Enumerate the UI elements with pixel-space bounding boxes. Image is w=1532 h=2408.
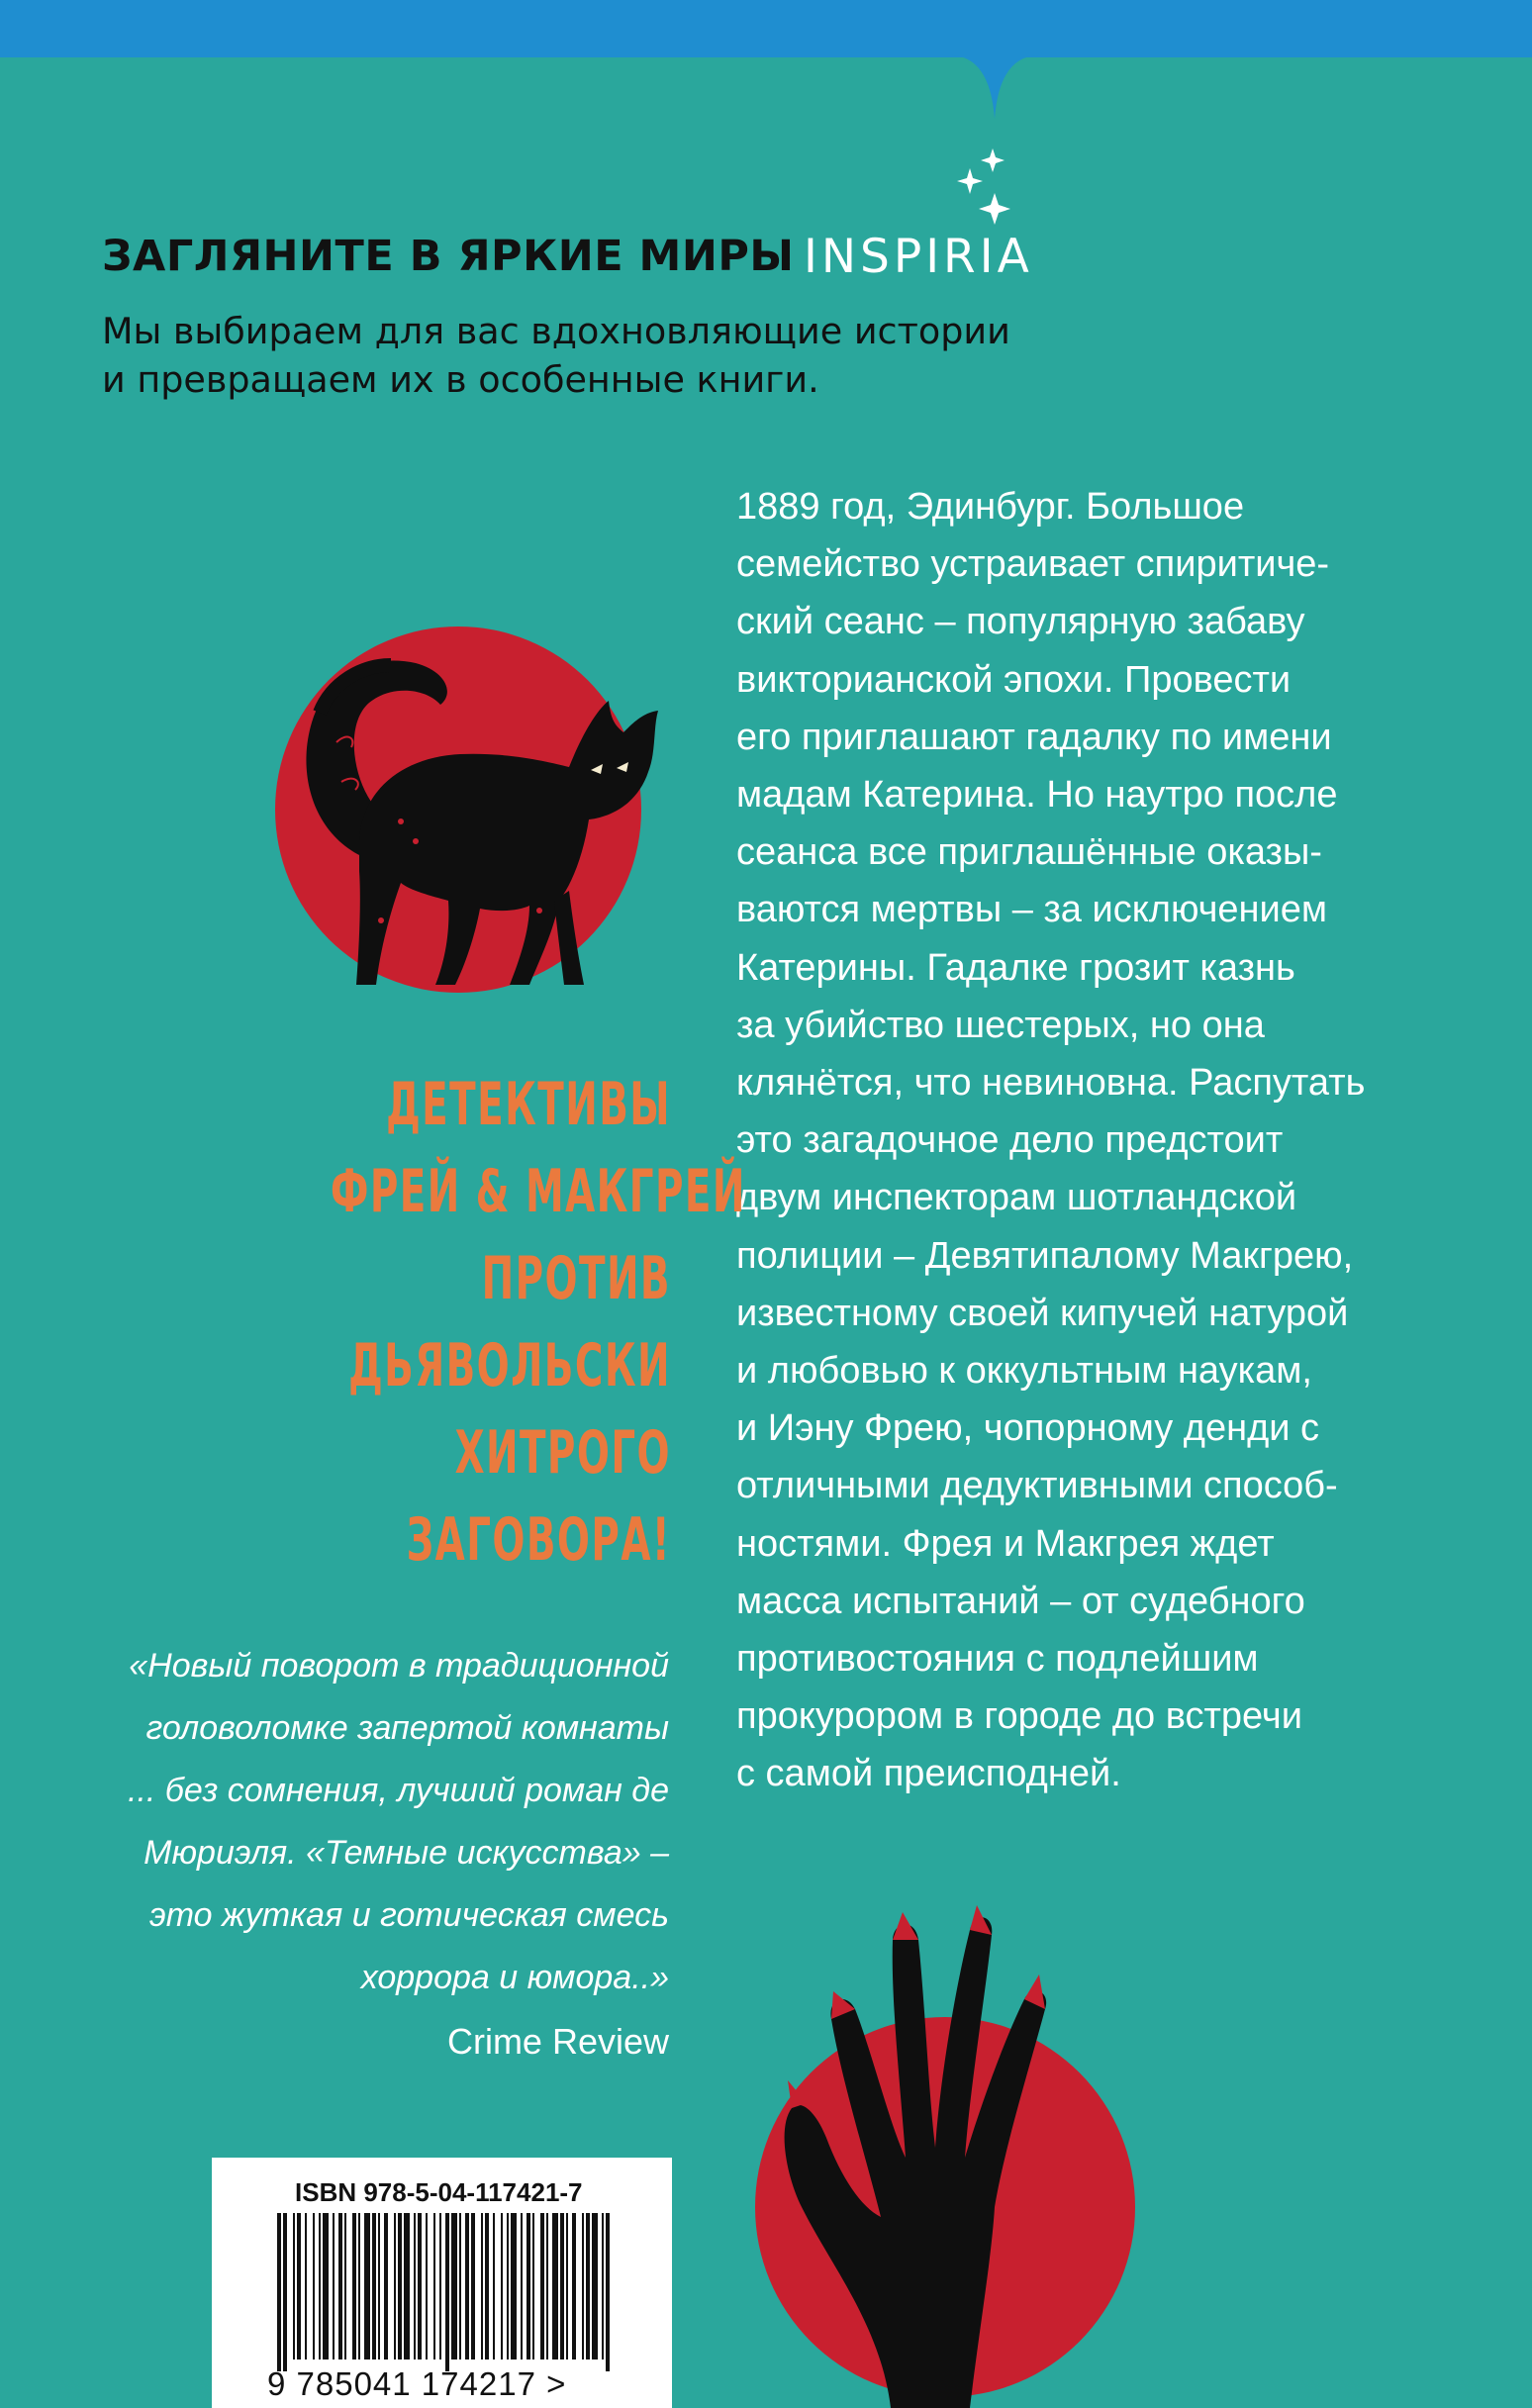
barcode-bar xyxy=(439,2213,441,2360)
barcode-bar xyxy=(352,2213,356,2360)
synopsis-line: и Иэну Фрею, чопорному денди с xyxy=(736,1407,1320,1450)
barcode-bar xyxy=(572,2213,576,2360)
tagline-line: и превращаем их в особенные книги. xyxy=(102,358,819,401)
synopsis-line: полиции – Девятипалому Макгрею, xyxy=(736,1234,1354,1277)
barcode-bar xyxy=(501,2213,503,2360)
isbn-text: ISBN 978-5-04-117421-7 xyxy=(295,2177,583,2207)
barcode-bar xyxy=(319,2213,321,2360)
barcode-bar xyxy=(532,2213,534,2360)
synopsis-line: ностями. Фрея и Макгрея ждет xyxy=(736,1522,1275,1565)
barcode-bar xyxy=(378,2213,380,2360)
quote-line: это жуткая и готическая смесь xyxy=(149,1896,669,1934)
slogan-line: ДЬЯВОЛЬСКИ xyxy=(348,1331,671,1400)
quote-line: головоломке запертой комнаты xyxy=(145,1709,669,1747)
synopsis-line: мадам Катерина. Но наутро после xyxy=(736,774,1338,817)
barcode-bar xyxy=(394,2213,396,2360)
quote-line: ... без сомнения, лучший роман де xyxy=(128,1772,669,1809)
barcode-bar xyxy=(540,2213,544,2360)
barcode-bar xyxy=(586,2213,590,2360)
brand-logo: INSPIRIA xyxy=(804,230,1033,284)
barcode-bar xyxy=(293,2213,295,2360)
barcode-bar xyxy=(433,2213,435,2360)
barcode-bar xyxy=(493,2213,495,2360)
barcode-bar xyxy=(333,2213,335,2360)
barcode-bar xyxy=(426,2213,428,2360)
barcode-bar xyxy=(485,2213,489,2360)
synopsis-line: известному своей кипучей натурой xyxy=(736,1292,1349,1334)
barcode-bar xyxy=(372,2213,376,2360)
barcode-bar xyxy=(582,2213,584,2360)
barcode-bar xyxy=(459,2213,461,2360)
barcode-bar xyxy=(364,2213,370,2360)
slogan-line: ПРОТИВ xyxy=(481,1244,671,1313)
barcode-digits: 9 785041 174217 > xyxy=(267,2365,567,2402)
barcode-bar xyxy=(404,2213,410,2360)
barcode-bar xyxy=(323,2213,329,2360)
barcode-bar xyxy=(481,2213,483,2360)
barcode-bar xyxy=(384,2213,388,2360)
barcode-bar xyxy=(602,2213,604,2360)
barcode-bar xyxy=(344,2213,346,2360)
synopsis-line: за убийство шестерых, но она xyxy=(736,1004,1265,1046)
synopsis-line: двум инспекторам шотландской xyxy=(736,1177,1297,1219)
tagline xyxy=(102,307,1191,404)
barcode-bar xyxy=(313,2213,315,2360)
barcode xyxy=(277,2213,614,2371)
barcode-bar xyxy=(521,2213,523,2360)
quote-source: Crime Review xyxy=(446,2021,669,2062)
barcode-bar xyxy=(606,2213,610,2371)
quote-line: Мюриэля. «Темные искусства» – xyxy=(144,1834,669,1872)
barcode-bar xyxy=(451,2213,457,2360)
synopsis-line: противостояния с подлейшим xyxy=(736,1638,1259,1681)
barcode-bar xyxy=(511,2213,517,2360)
slogan-line: ФРЕЙ & МАКГРЕЙ xyxy=(330,1157,746,1226)
synopsis-line: сеанса все приглашённые оказы- xyxy=(736,831,1322,874)
barcode-bar xyxy=(552,2213,558,2360)
barcode-bar xyxy=(418,2213,422,2360)
synopsis-line: ский сеанс – популярную забаву xyxy=(736,601,1305,643)
synopsis-line: викторианской эпохи. Провести xyxy=(736,658,1292,701)
barcode-bar xyxy=(358,2213,360,2360)
barcode-bar xyxy=(566,2213,568,2360)
black-cat-illustration xyxy=(242,594,688,1010)
barcode-bar xyxy=(283,2213,287,2371)
barcode-bar xyxy=(297,2213,301,2360)
synopsis-line: 1889 год, Эдинбург. Большое xyxy=(736,486,1245,528)
slogan-line: ДЕТЕКТИВЫ xyxy=(386,1070,671,1139)
synopsis-line: это загадочное дело предстоит xyxy=(736,1119,1284,1162)
synopsis xyxy=(736,478,1370,1803)
synopsis-line: отличными дедуктивными способ- xyxy=(736,1465,1338,1507)
barcode-bar xyxy=(398,2213,402,2360)
synopsis-line: ваются мертвы – за исключением xyxy=(736,889,1328,931)
quote-line: хоррора и юмора..» xyxy=(360,1959,669,1996)
slogan-line: ЗАГОВОРА! xyxy=(406,1505,671,1575)
barcode-bar xyxy=(527,2213,530,2360)
barcode-bar xyxy=(445,2213,449,2371)
barcode-bar xyxy=(414,2213,416,2360)
barcode-bar xyxy=(507,2213,509,2360)
barcode-bar xyxy=(546,2213,548,2360)
synopsis-line: его приглашают гадалку по имени xyxy=(736,716,1332,758)
black-hand-illustration xyxy=(732,1861,1158,2408)
quote-line: «Новый поворот в традиционной xyxy=(129,1647,669,1685)
barcode-bar xyxy=(305,2213,307,2360)
slogan-line: ХИТРОГО xyxy=(454,1418,671,1488)
synopsis-line: прокурором в городе до встречи xyxy=(736,1695,1302,1738)
top-notch xyxy=(0,0,1532,129)
barcode-bar xyxy=(471,2213,475,2360)
synopsis-line: масса испытаний – от судебного xyxy=(736,1580,1305,1622)
review-quote xyxy=(99,1635,669,2009)
tagline-line: Мы выбираем для вас вдохновляющие истории xyxy=(102,310,1010,352)
barcode-bar xyxy=(277,2213,281,2371)
synopsis-line: и любовью к оккультным наукам, xyxy=(736,1350,1312,1393)
sparkle-icon xyxy=(955,144,1014,233)
series-headline: ЗАГЛЯНИТЕ В ЯРКИЕ МИРЫ xyxy=(102,232,795,281)
synopsis-line: семейство устраивает спиритиче- xyxy=(736,543,1330,586)
synopsis-line: клянётся, что невиновна. Распутать xyxy=(736,1062,1366,1105)
synopsis-line: Катерины. Гадалке грозит казнь xyxy=(736,946,1295,989)
barcode-bar xyxy=(338,2213,342,2360)
barcode-bar xyxy=(465,2213,469,2360)
barcode-bar xyxy=(560,2213,564,2360)
synopsis-line: с самой преисподней. xyxy=(736,1753,1121,1795)
slogan xyxy=(198,1061,746,1584)
barcode-bar xyxy=(592,2213,598,2360)
